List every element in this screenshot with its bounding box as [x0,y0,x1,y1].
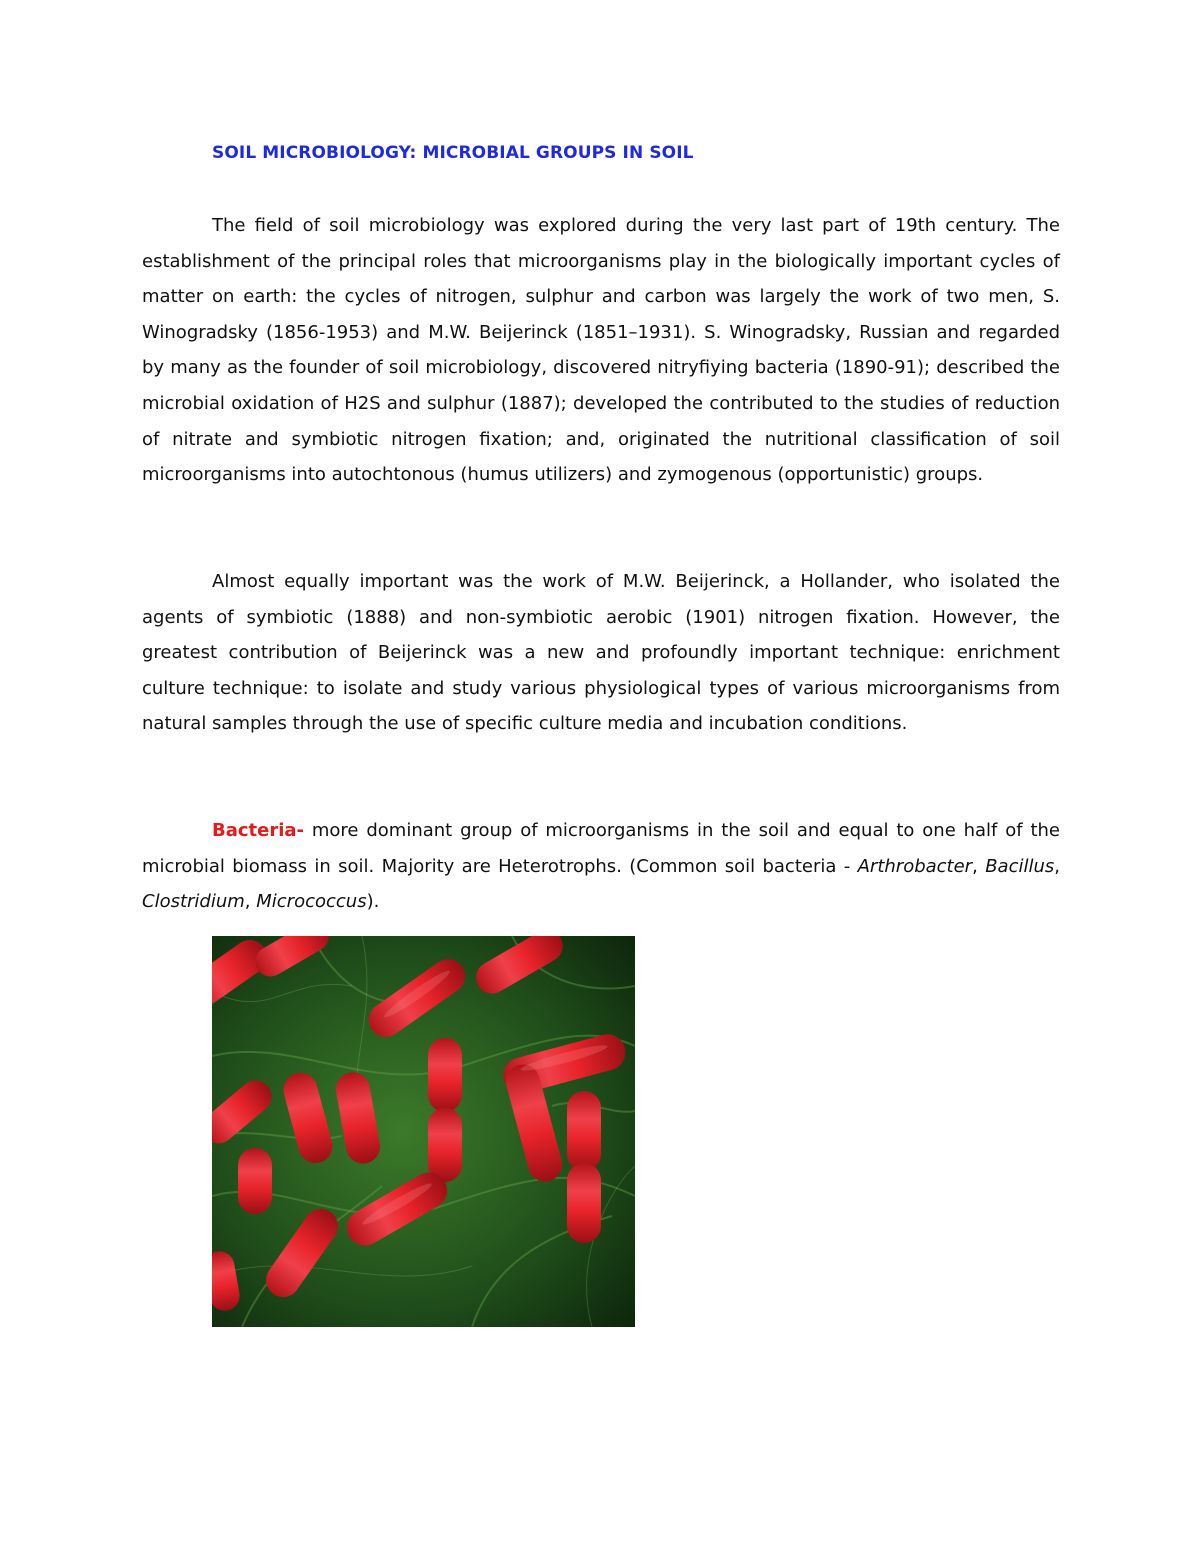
bacteria-term: Bacteria- [212,820,305,841]
genus-separator: , [1054,855,1060,877]
bacteria-micrograph-image [212,936,635,1327]
genus-bacillus: Bacillus [985,855,1055,877]
genus-separator: , [972,855,986,877]
paragraph-bacteria [142,813,1060,920]
paragraph-beijerinck: Almost equally important was the work of M.W. Beijerinck, a Hollander, who isolated the agents of symbiotic (1888) and non-symbiotic aerobic (1901) nitrogen fixation. However, the greatest contribution of Beijerinck was a new and profoundly important technique: enrichment culture technique: to isolate and study various physiological types of various microorganisms from natural samples through the use of specific culture media and incubation conditions. [142,571,1060,735]
paragraph-history: The field of soil microbiology was explored during the very last part of 19th century. The establishment of the principal roles that microorganisms play in the biologically important cycles of matter on earth: the cycles of nitrogen, sulphur and carbon was largely the work of two men, S. Winogradsky (1856-1953) and M.W. Beijerinck (1851–1931). S. Winogradsky, Russian and regarded by many as the founder of soil microbiology, discovered nitryfiying bacteria (1890-91); described the microbial oxidation of H2S and sulphur (1887); developed the contributed to the studies of reduction of nitrate and symbiotic nitrogen fixation; and, originated the nutritional classification of soil microorganisms into autochtonous (humus utilizers) and zymogenous (opportunistic) groups. [142,215,1060,486]
genus-micrococcus: Micrococcus [256,891,367,913]
genus-clostridium: Clostridium [142,891,245,913]
rod-bacteria-micrograph-icon [212,936,635,1327]
closing-paren: ). [366,891,380,913]
genus-separator: , [244,891,257,913]
document-title: SOIL MICROBIOLOGY: MICROBIAL GROUPS IN SOIL [212,143,694,163]
bacteria-description: more dominant group of microorganisms in the soil and equal to one half of the microbial biomass in soil. Majority are Heterotrophs. (Common soil bacteria - [142,820,1060,877]
genus-arthrobacter: Arthrobacter [857,855,973,877]
